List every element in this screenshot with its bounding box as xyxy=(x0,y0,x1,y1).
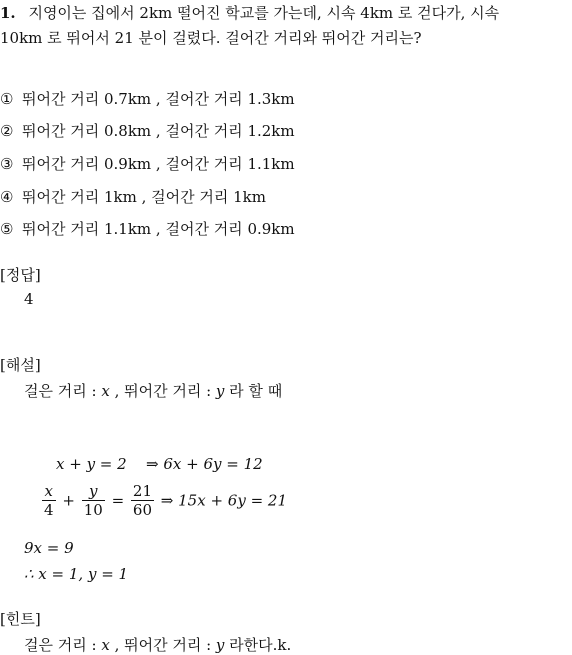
denominator: 60 xyxy=(132,501,153,519)
choice-text: 뛰어간 거리 0.9km , 걸어간 거리 1.1km xyxy=(22,155,295,173)
var-y: y xyxy=(215,382,225,400)
choice-5 xyxy=(0,218,295,239)
fraction-x-over-4 xyxy=(42,482,56,519)
choice-3 xyxy=(0,153,295,174)
question-line-2: 10km 로 뛰어서 21 분이 걸렸다. 걸어간 거리와 뛰어간 거리는? xyxy=(0,29,422,47)
var-y: y xyxy=(215,636,225,654)
choice-marker: ① xyxy=(0,90,14,108)
fraction-21-over-60 xyxy=(131,482,154,519)
choice-marker: ③ xyxy=(0,155,14,173)
choice-1 xyxy=(0,88,295,109)
intro-text: 라 할 때 xyxy=(224,382,283,400)
equation-1-right: ⇒ 6x + 6y = 12 xyxy=(146,455,263,473)
intro-text: 걸은 거리 : xyxy=(24,382,102,400)
choice-text: 뛰어간 거리 0.7km , 걸어간 거리 1.3km xyxy=(22,90,295,108)
numerator: x xyxy=(42,482,56,501)
equation-2 xyxy=(40,482,287,519)
choice-marker: ④ xyxy=(0,188,14,206)
hint-part: 걸은 거리 : xyxy=(24,636,102,654)
choice-text: 뛰어간 거리 1km , 걸어간 거리 1km xyxy=(22,188,266,206)
choice-text: 뛰어간 거리 1.1km , 걸어간 거리 0.9km xyxy=(22,220,295,238)
equation-1-left: x + y = 2 xyxy=(56,455,127,473)
hint-text xyxy=(24,634,291,655)
denominator: 4 xyxy=(44,501,54,519)
fraction-y-over-10 xyxy=(82,482,105,519)
equation-2-right: ⇒ 15x + 6y = 21 xyxy=(160,491,287,510)
choice-2 xyxy=(0,120,295,141)
var-x: x xyxy=(101,382,110,400)
hint-part: 라한다.k. xyxy=(224,636,292,654)
question-number: 1. xyxy=(0,4,16,22)
question-line-1 xyxy=(0,2,499,23)
choice-marker: ⑤ xyxy=(0,220,14,238)
hint-heading: [힌트] xyxy=(0,610,41,628)
numerator: y xyxy=(82,482,105,501)
answer-value: 4 xyxy=(24,290,34,308)
explanation-heading: [해설] xyxy=(0,356,41,374)
choice-4 xyxy=(0,186,266,207)
plus-sign: + xyxy=(62,491,75,510)
intro-text: , 뛰어간 거리 : xyxy=(109,382,216,400)
numerator: 21 xyxy=(132,482,153,500)
question-text: 지영이는 집에서 2km 떨어진 학교를 가는데, 시속 4km 로 걷다가, 시속 xyxy=(28,4,500,22)
choice-marker: ② xyxy=(0,122,14,140)
choice-text: 뛰어간 거리 0.8km , 걸어간 거리 1.2km xyxy=(22,122,295,140)
answer-heading: [정답] xyxy=(0,266,41,284)
hint-part: , 뛰어간 거리 : xyxy=(109,636,216,654)
var-x: x xyxy=(101,636,110,654)
explanation-intro xyxy=(24,380,282,401)
equation-4: ∴ x = 1, y = 1 xyxy=(24,565,129,583)
denominator: 10 xyxy=(83,501,103,519)
equals-sign: = xyxy=(111,491,125,510)
equation-3: 9x = 9 xyxy=(24,539,74,557)
